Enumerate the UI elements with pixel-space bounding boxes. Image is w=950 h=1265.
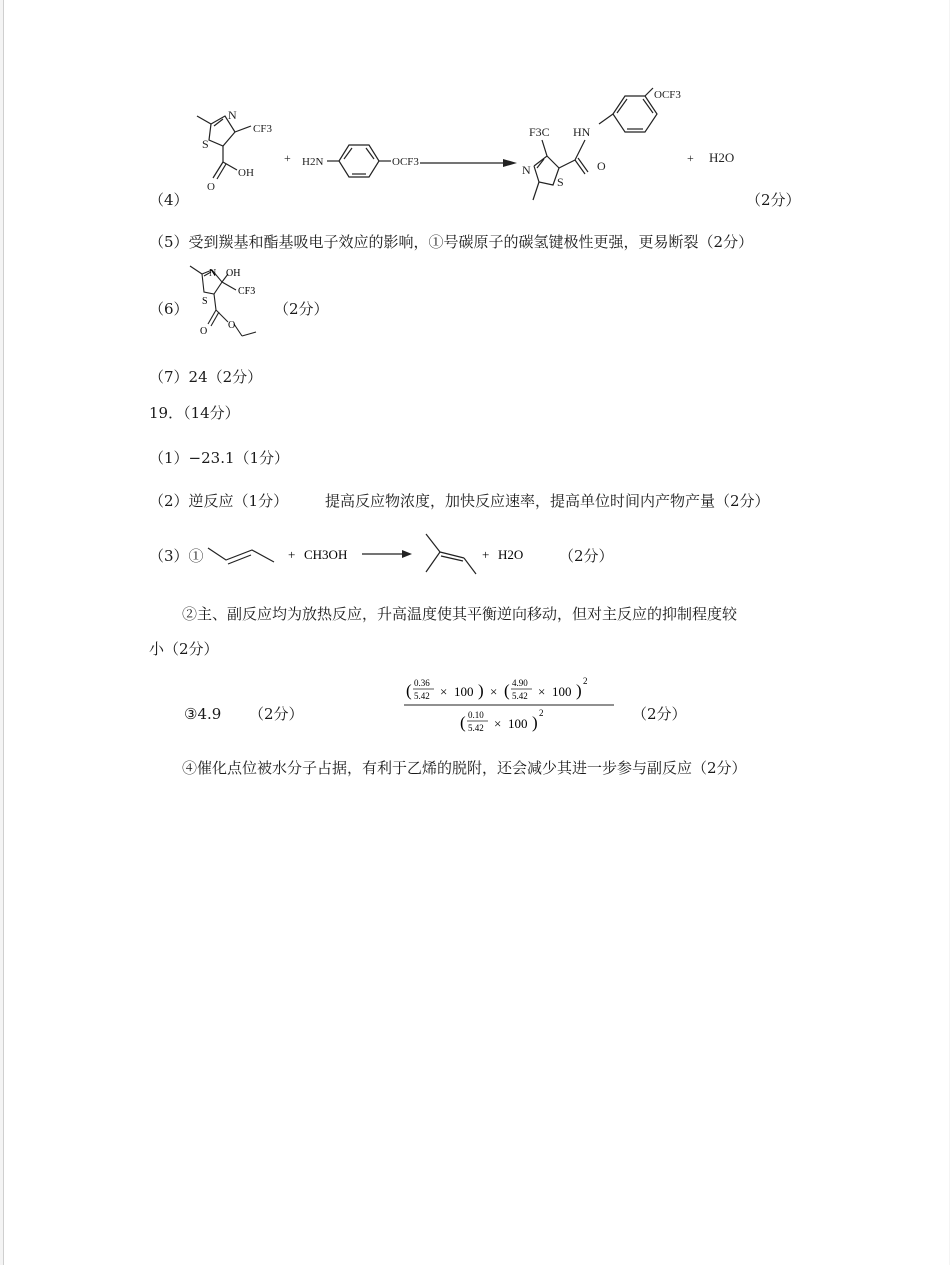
o-label: O: [597, 159, 606, 173]
svg-text:×: ×: [494, 716, 502, 731]
equilibrium-constant-formula: [402, 672, 622, 738]
q19-part3-2-line1: ②主、副反应均为放热反应，升高温度使其平衡逆向移动，但对主反应的抑制程度较: [182, 605, 738, 623]
svg-text:(: (: [504, 681, 510, 700]
svg-text:×: ×: [440, 684, 448, 699]
o-label: O: [207, 181, 215, 193]
svg-text:5.42: 5.42: [512, 691, 528, 701]
cf3-label: CF3: [238, 286, 256, 297]
q19-part3-4: ④催化点位被水分子占据，有利于乙烯的脱附，还会减少其进一步参与副反应（2分）: [182, 759, 747, 777]
q4-score: （2分）: [746, 191, 801, 209]
ocf3-label: OCF3: [392, 156, 419, 168]
f3c-label: F3C: [529, 125, 550, 139]
n-atom-label: N: [228, 108, 237, 122]
methylbutene-structure: [426, 534, 476, 574]
water-label: H2O: [709, 150, 735, 165]
svg-text:): ): [478, 681, 484, 700]
oh-label: OH: [226, 268, 241, 279]
s-atom-label: S: [557, 175, 564, 189]
trifluoromethoxy-aniline-structure: [327, 145, 391, 177]
plus-sign: +: [284, 151, 291, 165]
svg-text:4.90: 4.90: [512, 678, 528, 688]
arrow-head: [402, 550, 412, 558]
hn-label: HN: [573, 125, 591, 139]
svg-text:×: ×: [538, 684, 546, 699]
q7-answer: （7）24（2分）: [149, 368, 263, 386]
q5-answer: （5）受到羰基和酯基吸电子效应的影响，①号碳原子的碳氢键极性更强，更易断裂（2分）: [149, 233, 754, 251]
svg-text:): ): [576, 681, 582, 700]
q19-part2-b: 提高反应物浓度，加快反应速率，提高单位时间内产物产量（2分）: [325, 492, 770, 510]
water-label: H2O: [498, 547, 524, 562]
q6-structure: [184, 262, 274, 348]
o-label: O: [228, 320, 236, 331]
thiazole-amide-product-structure: [533, 88, 657, 200]
q19-part3-3-answer: ③4.9: [184, 705, 222, 723]
svg-text:100: 100: [508, 716, 528, 731]
svg-text:100: 100: [552, 684, 572, 699]
cf3-label: CF3: [253, 123, 272, 135]
n-atom-label: N: [209, 268, 217, 279]
o-label: O: [200, 326, 208, 337]
q6-score: （2分）: [274, 300, 329, 318]
q4-label: （4）: [149, 191, 189, 209]
q19-part2-a: （2）逆反应（1分）: [149, 492, 289, 510]
oh-label: OH: [238, 167, 254, 179]
svg-text:2: 2: [583, 676, 588, 686]
q6-label: （6）: [149, 300, 189, 318]
svg-text:): ): [532, 713, 538, 732]
svg-text:5.42: 5.42: [468, 723, 484, 733]
svg-text:0.10: 0.10: [468, 710, 484, 720]
butene-structure: [208, 548, 274, 564]
arrow-head: [503, 159, 517, 167]
svg-text:2: 2: [539, 708, 544, 718]
svg-text:0.36: 0.36: [414, 678, 430, 688]
plus-sign: +: [687, 151, 694, 165]
s-atom-label: S: [202, 137, 209, 151]
plus-sign: +: [482, 547, 490, 562]
svg-text:×: ×: [490, 684, 498, 699]
q4-reaction-scheme: [139, 86, 949, 216]
answer-sheet-page: [3, 0, 949, 1265]
q19-part3-2-line2: 小（2分）: [149, 640, 219, 658]
q19-part3-3-score: （2分）: [249, 705, 304, 723]
q19-part3-score: （2分）: [559, 547, 614, 565]
svg-text:(: (: [460, 713, 466, 732]
q19-header: 19．（14分）: [149, 404, 240, 422]
h2n-label: H2N: [302, 156, 324, 168]
q19-part1: （1）−23.1（1分）: [149, 449, 290, 467]
svg-text:5.42: 5.42: [414, 691, 430, 701]
ocf3-label: OCF3: [654, 89, 681, 101]
s-atom-label: S: [202, 296, 208, 307]
methanol-label: CH3OH: [304, 547, 348, 562]
q19-part3-label: （3）①: [149, 547, 204, 565]
plus-sign: +: [288, 547, 296, 562]
svg-text:(: (: [406, 681, 412, 700]
formula-score: （2分）: [632, 705, 687, 723]
n-atom-label: N: [522, 163, 531, 177]
svg-text:100: 100: [454, 684, 474, 699]
